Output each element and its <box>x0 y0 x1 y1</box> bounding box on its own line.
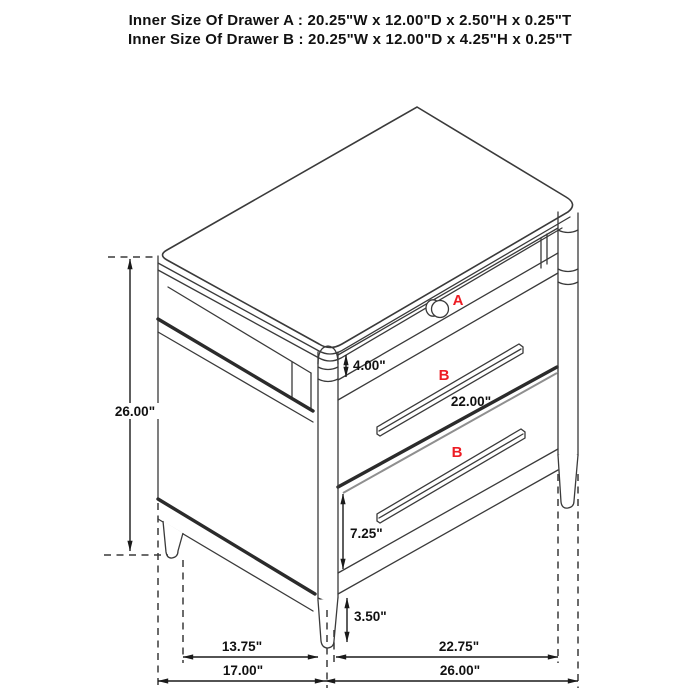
tabletop-surface <box>163 107 573 348</box>
leg-height-label: 3.50" <box>354 609 387 624</box>
front-leg <box>318 597 338 648</box>
side-rail-band-bottom <box>158 332 313 422</box>
leg-span-depth-label: 13.75" <box>221 639 263 654</box>
middle-drawer-handle <box>377 344 523 436</box>
drawer-divider-line <box>338 367 557 487</box>
front-corner-post <box>318 346 338 601</box>
overall-height-label: 26.00" <box>114 404 156 419</box>
overall-width-label: 26.00" <box>439 663 481 678</box>
drawer-b-inner-size-text: Inner Size Of Drawer B : 20.25"W x 12.00"D x 4.25"H x 0.25"T <box>128 31 572 48</box>
drawer-b-bottom-label: B <box>451 444 463 461</box>
cabinet-body <box>158 107 578 648</box>
leg-span-width-label: 22.75" <box>438 639 480 654</box>
drawer-a-height-label: 4.00" <box>353 358 386 373</box>
side-rail-band-top <box>158 319 313 411</box>
handle-length-label: 22.00" <box>450 394 492 409</box>
drawer-a-label: A <box>452 292 464 309</box>
overall-depth-label: 17.00" <box>222 663 264 678</box>
drawer-b-middle-label: B <box>438 367 450 384</box>
drawer-b-height-label: 7.25" <box>350 526 383 541</box>
left-leg <box>163 521 183 558</box>
side-bottom-rail-top <box>158 499 315 594</box>
drawer-a-inner-size-text: Inner Size Of Drawer A : 20.25"W x 12.00"D x 2.50"H x 0.25"T <box>128 12 572 29</box>
right-corner-post <box>558 212 578 458</box>
right-leg <box>558 455 578 508</box>
drawer-a-knob <box>426 300 449 318</box>
